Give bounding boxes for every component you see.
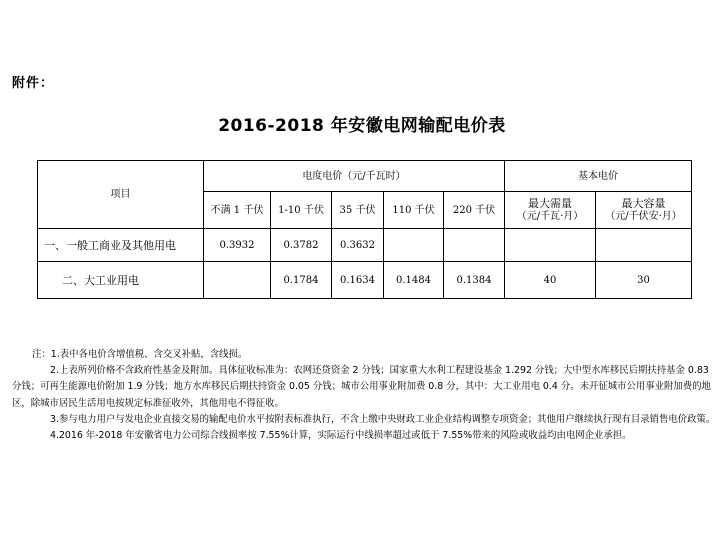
voltage-header: 35 千伏: [332, 192, 384, 229]
table-cell: 0.1634: [332, 262, 384, 299]
row-label: 一、一般工商业及其他用电: [38, 229, 204, 262]
attachment-label: 附件：: [12, 76, 55, 91]
table-cell: 0.1484: [384, 262, 444, 299]
table-row: [38, 262, 692, 299]
table-row: [38, 229, 692, 262]
note-4: 4.2016 年-2018 年安徽省电力公司综合线损率按 7.55%计算，实际运行中线损率超过或低于 7.55%带来的风险或收益均由电网企业承担。: [50, 430, 632, 442]
voltage-header: 220 千伏: [444, 192, 505, 229]
max-capacity-header: [596, 192, 692, 229]
notes-section: [12, 347, 716, 444]
voltage-header: 不满 1 千伏: [204, 192, 271, 229]
max-capacity-label: 最大容量: [621, 197, 666, 210]
table-cell: 0.3632: [332, 229, 384, 262]
table-cell: 40: [505, 262, 596, 299]
max-demand-unit: （元/千瓦·月）: [516, 211, 584, 222]
basic-price-header: 基本电价: [505, 161, 692, 192]
tariff-table: [37, 160, 692, 299]
table-cell: [505, 229, 596, 262]
item-header: 项目: [38, 161, 204, 229]
table-cell: 0.1784: [271, 262, 332, 299]
table-cell: 0.1384: [444, 262, 505, 299]
table-cell: 30: [596, 262, 692, 299]
page-title: 2016-2018 年安徽电网输配电价表: [218, 116, 506, 136]
max-demand-header: [505, 192, 596, 229]
max-capacity-unit: （元/千伏安·月）: [605, 211, 682, 222]
table-cell: [444, 229, 505, 262]
table-cell: 0.3932: [204, 229, 271, 262]
table-cell: [596, 229, 692, 262]
voltage-header: 110 千伏: [384, 192, 444, 229]
row-label: 二、大工业用电: [38, 262, 204, 299]
table-cell: [204, 262, 271, 299]
voltage-header: 1-10 千伏: [271, 192, 332, 229]
max-demand-label: 最大需量: [528, 197, 572, 210]
note-2: 2.上表所列价格不含政府性基金及附加。具体征收标准为：农网还贷资金 2 分钱；国家重大水利工程建设基金 1.292 分钱；大中型水库移民后期扶持基金 0.83 分钱；可再生能源电价附加 1.9 分钱；地方水库移民后期扶持资金 0.05 分钱；城市公用事业附加费 0.8 分，其中：大工业用电 0.4 分。未开征城市公用事业附加费的地区，除城市居民生活用电按规定标准征收外，其他用电不得征收。: [12, 365, 711, 409]
header-row-1: [38, 161, 692, 192]
note-1: 注：1.表中各电价含增值税、含交叉补贴，含线损。: [32, 349, 248, 360]
table-cell: 0.3782: [271, 229, 332, 262]
energy-price-header: 电度电价（元/千瓦时）: [204, 161, 505, 192]
note-3: 3.参与电力用户与发电企业直接交易的输配电价水平按附表标准执行，不含上缴中央财政工业企业结构调整专项资金；其他用户继续执行现有目录销售电价政策。: [50, 413, 716, 425]
table-cell: [384, 229, 444, 262]
